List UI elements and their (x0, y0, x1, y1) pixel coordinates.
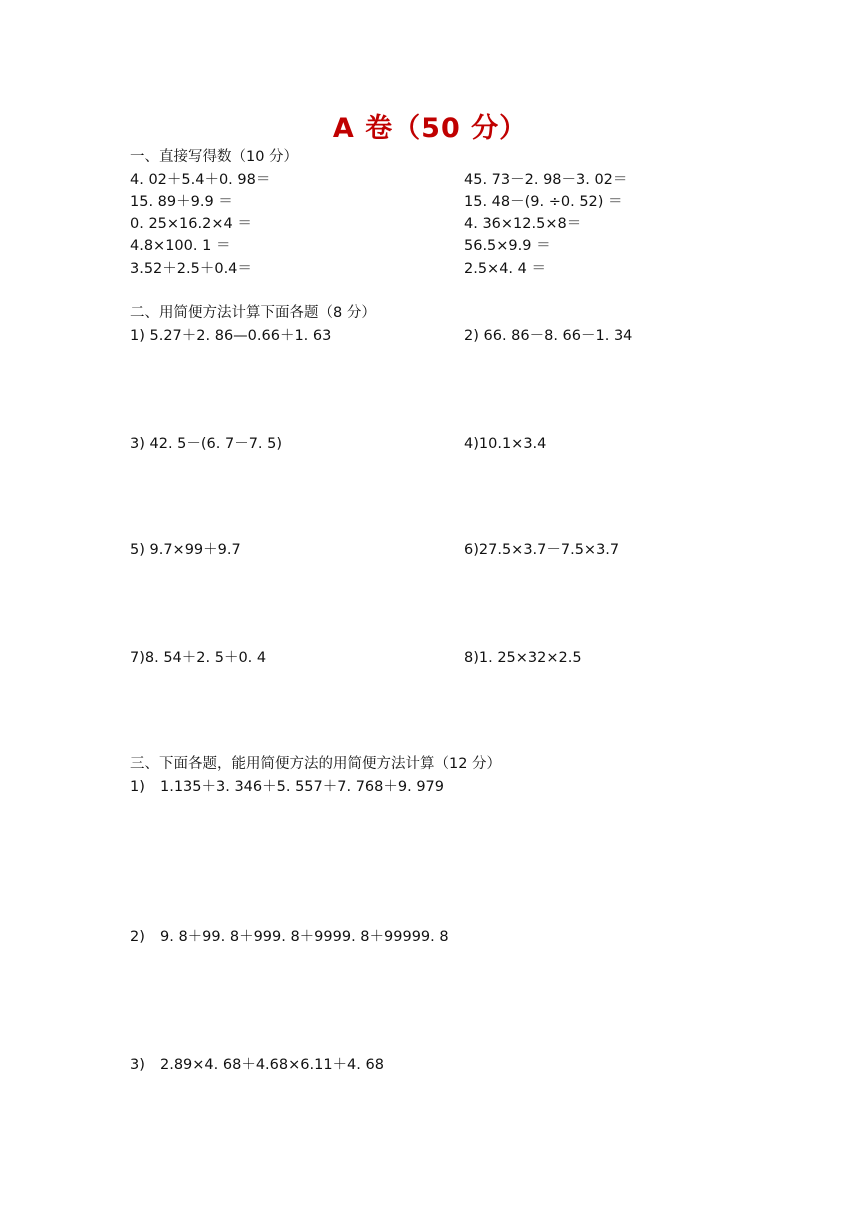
s1-left-item: 0. 25×16.2×4 ＝ (130, 216, 252, 232)
page-title: A 卷（50 分） (332, 113, 528, 144)
s3-problem-expr: 1.135＋3. 346＋5. 557＋7. 768＋9. 979 (160, 779, 444, 795)
s3-problem-expr: 2.89×4. 68＋4.68×6.11＋4. 68 (160, 1057, 384, 1073)
s1-right-item: 15. 48－(9. ÷0. 52) ＝ (464, 194, 623, 210)
s1-right-item: 45. 73－2. 98－3. 02＝ (464, 172, 628, 188)
s2-problem: 8)1. 25×32×2.5 (464, 650, 582, 666)
s1-left-item: 4. 02＋5.4＋0. 98＝ (130, 172, 271, 188)
s3-problem-number: 1) (130, 779, 145, 795)
s1-left-item: 4.8×100. 1 ＝ (130, 238, 231, 254)
section2-heading: 二、用简便方法计算下面各题（8 分） (130, 305, 376, 321)
section1-heading: 一、直接写得数（10 分） (130, 149, 299, 165)
s1-right-item: 56.5×9.9 ＝ (464, 238, 551, 254)
s2-problem: 2) 66. 86－8. 66－1. 34 (464, 328, 633, 344)
s2-problem: 3) 42. 5－(6. 7－7. 5) (130, 436, 283, 452)
section3-heading: 三、下面各题，能用简便方法的用简便方法计算（12 分） (130, 756, 502, 772)
s2-problem: 1) 5.27＋2. 86—0.66＋1. 63 (130, 328, 332, 344)
s3-problem-number: 2) (130, 929, 145, 945)
s3-problem-expr: 9. 8＋99. 8＋999. 8＋9999. 8＋99999. 8 (160, 929, 449, 945)
s1-left-item: 15. 89＋9.9 ＝ (130, 194, 233, 210)
s1-left-item: 3.52＋2.5＋0.4＝ (130, 261, 252, 277)
s1-right-item: 2.5×4. 4 ＝ (464, 261, 546, 277)
s2-problem: 5) 9.7×99＋9.7 (130, 542, 241, 558)
s2-problem: 6)27.5×3.7－7.5×3.7 (464, 542, 620, 558)
s2-problem: 4)10.1×3.4 (464, 436, 547, 452)
s2-problem: 7)8. 54＋2. 5＋0. 4 (130, 650, 267, 666)
s3-problem-number: 3) (130, 1057, 145, 1073)
s1-right-item: 4. 36×12.5×8＝ (464, 216, 582, 232)
